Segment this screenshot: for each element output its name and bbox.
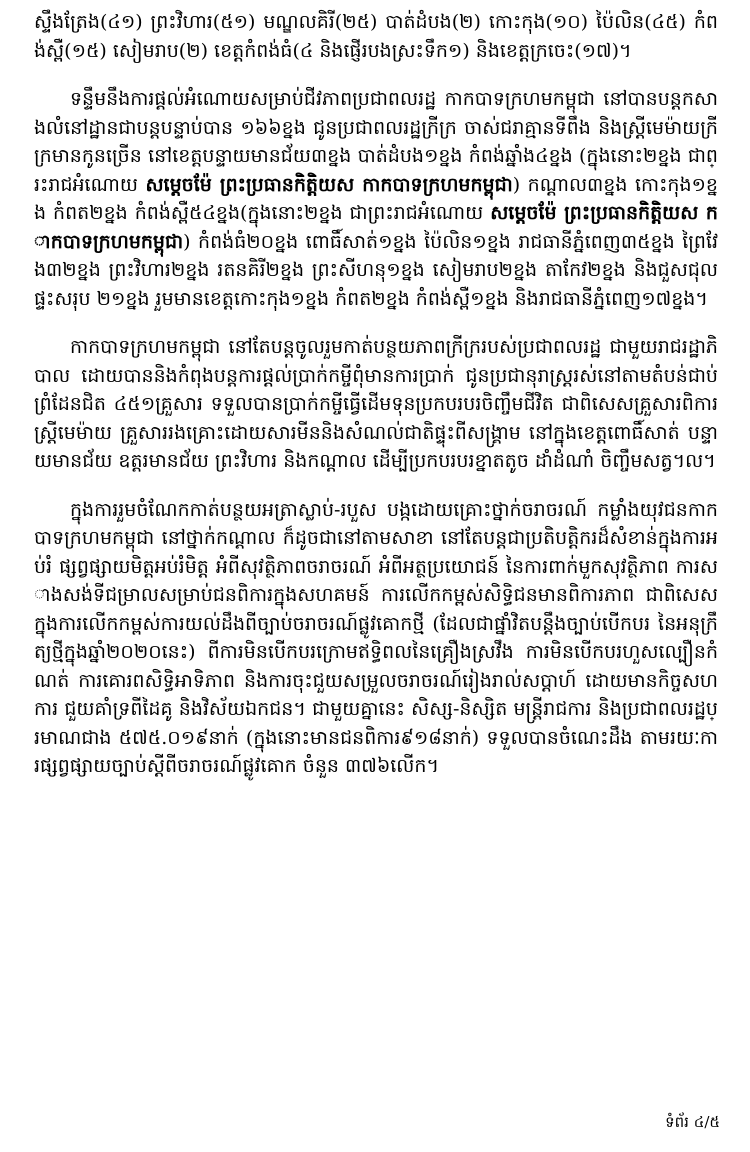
bold-text-run: សម្ដេចម៉ែ ព្រះប្រធានកិត្តិយស កាកបាទក្រហមកម្ពុជា (34, 202, 718, 253)
text-run: ក្នុងការរួមចំណែកកាត់បន្ថយអត្រាស្លាប់-របួស បង្កដោយគ្រោះថ្នាក់ចរាចរណ៍ កម្លាំងយុវជនកាកបាទក្រហមកម្ពុជា នៅថ្នាក់កណ្ដាល ក៏ដូចជានៅតាមសាខា នៅតែបន្តជាប្រតិបត្តិករដ៏សំខាន់ក្នុងការអប់រំ ផ្សព្វផ្សាយមិត្តអប់រំមិត្ត អំពីសុវត្ថិភាពចរាចរណ៍ អំពីអត្ថប្រយោជន៍ នៃការពាក់មួកសុវត្ថិភាព ការសាងសង់ទីជម្រាលសម្រាប់ជនពិការក្នុងសហគមន៍ ការលើកកម្ពស់សិទ្ធិជនមានពិការភាព ជាពិសេស ក្នុងការលើកកម្ពស់ការយល់ដឹងពីច្បាប់ចរាចរណ៍ផ្លូវគោកថ្មី (ដែលជាផ្នាំវិតបន្តឹងច្បាប់បើកបរ នៃអនុក្រឹត្យថ្មីក្នុងឆ្នាំ២០២០នេះ) ពីការមិនបើកបរក្រោមឥទ្ធិពលនៃគ្រឿងស្រវឹង ការមិនបើកបរហួសល្បឿនកំណត់ ការគោរពសិទ្ធិអាទិភាព និងការចុះជួយសម្រួលចរាចរណ៍រៀងរាល់សប្ដាហ៍ ដោយមានកិច្ចសហការ ជួយគាំទ្រពីដៃគូ និងវិស័យឯកជន។ ជាមួយគ្នានេះ សិស្ស-និស្សិត មន្ត្រីរាជការ និងប្រជាពលរដ្ឋប្រមាណជាង ៥៧៥.០១៩នាក់ (ក្នុងនោះមានជនពិការ៩១៨នាក់) ទទួលបានចំណេះដឹង តាមរយៈការផ្សព្វផ្សាយច្បាប់ស្ដីពីចរាចរណ៍ផ្លូវគោក ចំនួន ៣៧៦លើក។ (34, 498, 718, 777)
paragraph-housing (34, 85, 718, 313)
bold-text-run: សម្ដេចម៉ែ ព្រះប្រធានកិត្តិយស កាកបាទក្រហមកម្ពុជា (145, 173, 513, 196)
paragraph-provinces-continued (34, 8, 718, 65)
text-run: ) កំពង់ធំ២០ខ្នង ពោធិ៍សាត់១ខ្នង ប៉ៃលិន១ខ្នង រាជធានីភ្នំពេញ៣៥ខ្នង ព្រៃវែង៣២ខ្នង ព្រះវិហារ២ខ្នង រតនគិរី២ខ្នង ព្រះសីហនុ១ខ្នង សៀមរាប២ខ្នង តាកែវ២ខ្នង និងជួសជុលផ្ទះសរុប ២១ខ្នង រួមមានខេត្តកោះកុង១ខ្នង កំពត២ខ្នង កំពង់ស្ពឺ១ខ្នង និងរាជធានីភ្នំពេញ១៧ខ្នង។ (34, 230, 718, 310)
paragraph-road-safety (34, 496, 718, 781)
text-run: កាកបាទក្រហមកម្ពុជា នៅតែបន្តចូលរួមកាត់បន្ថយភាពក្រីក្ររបស់ប្រជាពលរដ្ឋ ជាមួយរាជរដ្ឋាភិបាល ដោយបាននិងកំពុងបន្តការផ្ដល់ប្រាក់កម្ចីពុំមានការប្រាក់ ជូនប្រជានុរាស្ត្ររស់នៅតាមតំបន់ជាប់ព្រំដែនជិត ៤៥១គ្រួសារ ទទួលបានប្រាក់កម្ចីធ្វើដើមទុនប្រកបរបរចិញ្ចឹមជីវិត ជាពិសេសគ្រួសារពិការ ស្ត្រីមេម៉ាយ គ្រួសាររងគ្រោះដោយសារមីននិងសំណល់ជាតិផ្ទុះពីសង្គ្រាម នៅក្នុងខេត្តពោធិ៍សាត់ បន្ទាយមានជ័យ ឧត្តរមានជ័យ ព្រះវិហារ និងកណ្ដាល ដើម្បីប្រកបរបរខ្នាតតូច ដាំដំណាំ ចិញ្ចឹមសត្វ។ល។ (34, 336, 718, 472)
text-run: ទន្ទឹមនឹងការផ្ដល់អំណោយសម្រាប់ជីវភាពប្រជាពលរដ្ឋ កាកបាទក្រហមកម្ពុជា នៅបានបន្តកសាងលំនៅដ្ឋានជាបន្តបន្ទាប់បាន ១៦៦ខ្នង ជូនប្រជាពលរដ្ឋក្រីក្រ ចាស់ជរាគ្មានទីពឹង និងស្ត្រីមេម៉ាយក្រីក្រមានកូនច្រើន នៅខេត្តបន្ទាយមានជ័យ៣ខ្នង បាត់ដំបង១ខ្នង កំពង់ឆ្នាំង៤ខ្នង (ក្នុងនោះ២ខ្នង ជាព្រះរាជអំណោយ (34, 88, 718, 196)
text-run: ស្ទឹងត្រែង(៤១) ព្រះវិហារ(៥១) មណ្ឌលគិរី(២៥) បាត់ដំបង(២) កោះកុង(១០) ប៉ៃលិន(៤៥) កំពង់ស្ពឺ(១៥) សៀមរាប(២) ខេត្តកំពង់ធំ(៤ និងផ្ញើរបងស្រះទឹក១) និងខេត្តក្រចេះ(១៧)។ (34, 11, 718, 62)
page-number: ទំព័រ ៤/៥ (665, 1113, 720, 1131)
text-run: ) កណ្ដាល៣ខ្នង កោះកុង១ខ្នង កំពត២ខ្នង កំពង់ស្ពឺ៥៤ខ្នង(ក្នុងនោះ២ខ្នង ជាព្រះរាជអំណោយ (34, 173, 718, 224)
document-page (34, 8, 718, 1108)
paragraph-microloans (34, 333, 718, 476)
